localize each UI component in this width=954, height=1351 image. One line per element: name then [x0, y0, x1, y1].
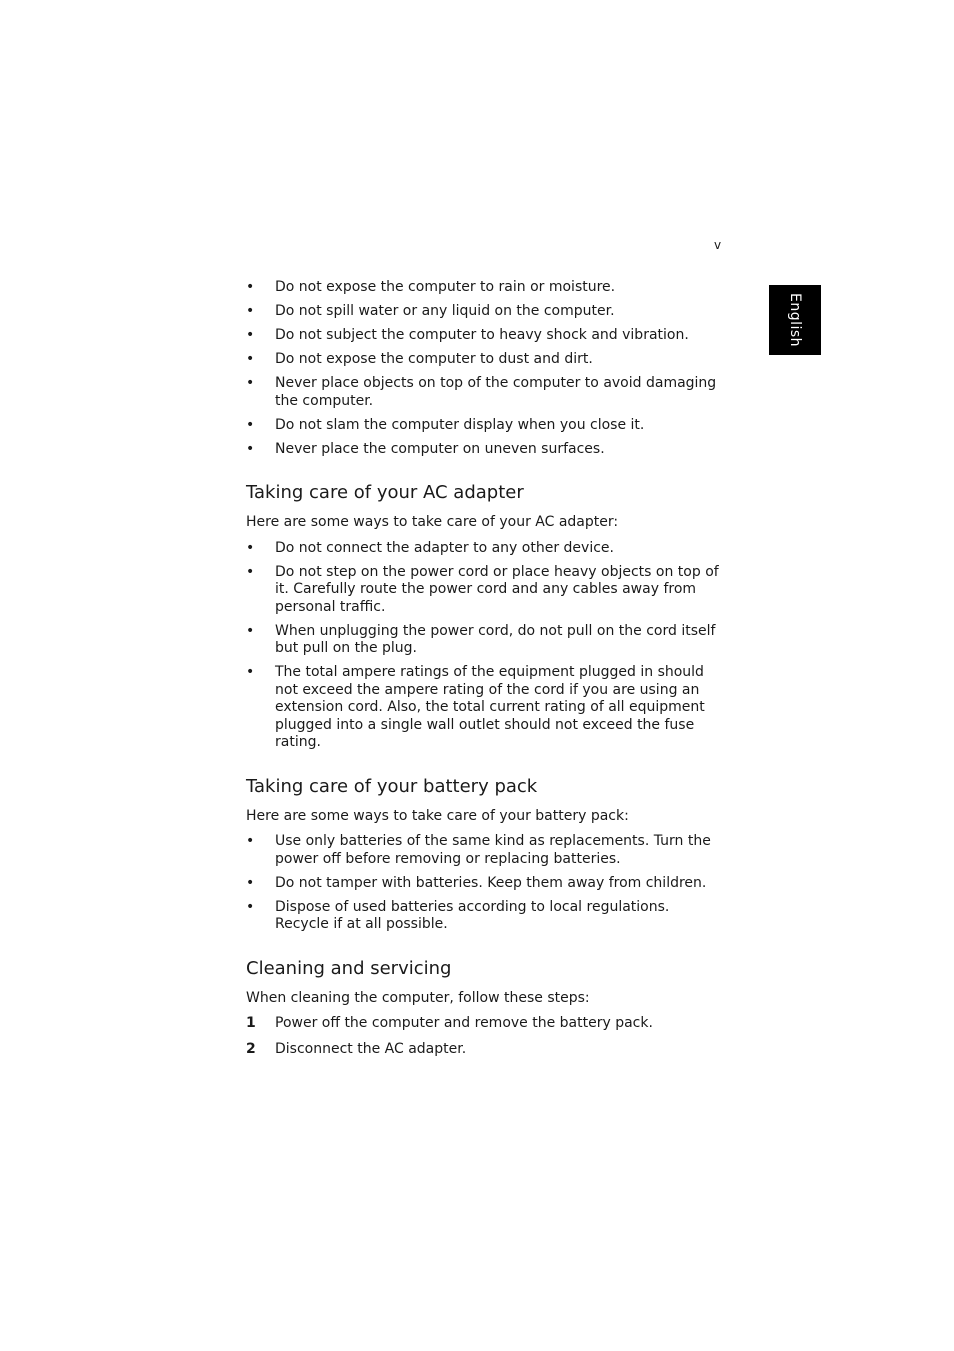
bullet-icon: • — [246, 622, 255, 639]
step-number: 2 — [246, 1041, 256, 1057]
battery-pack-heading: Taking care of your battery pack — [246, 775, 538, 797]
page-content — [246, 279, 726, 1067]
bullet-icon: • — [246, 898, 255, 915]
list-item — [246, 417, 726, 435]
step-number: 1 — [246, 1015, 256, 1031]
language-tab — [769, 285, 821, 355]
step-item — [246, 1041, 726, 1059]
bullet-icon: • — [246, 375, 255, 391]
list-item — [246, 303, 726, 321]
list-item — [246, 375, 726, 410]
list-item-text: Do not connect the adapter to any other device. — [275, 539, 614, 556]
list-item — [246, 441, 726, 459]
bullet-icon: • — [246, 303, 255, 319]
list-item-text: Do not step on the power cord or place heavy objects on top of it. Carefully route the power cord and any cables away from personal traffic. — [275, 563, 719, 615]
list-item — [246, 875, 726, 893]
battery-pack-intro: Here are some ways to take care of your battery pack: — [246, 807, 629, 824]
list-item — [246, 564, 726, 617]
battery-pack-list — [246, 833, 726, 934]
bullet-icon: • — [246, 874, 255, 891]
list-item-text: Do not slam the computer display when you close it. — [275, 416, 645, 433]
step-text: Power off the computer and remove the battery pack. — [275, 1015, 653, 1031]
ac-adapter-heading: Taking care of your AC adapter — [246, 482, 524, 503]
bullet-icon: • — [246, 833, 255, 849]
list-item-text: Do not expose the computer to dust and dirt. — [275, 351, 593, 367]
bullet-icon: • — [246, 279, 255, 295]
list-item-text: Do not subject the computer to heavy shock and vibration. — [275, 327, 689, 343]
cleaning-intro: When cleaning the computer, follow these steps: — [246, 989, 590, 1006]
bullet-icon: • — [246, 563, 255, 580]
bullet-icon: • — [246, 327, 255, 343]
bullet-icon: • — [246, 351, 255, 367]
language-tab-label: English — [787, 292, 803, 348]
list-item — [246, 351, 726, 369]
step-item — [246, 1015, 726, 1033]
list-item-text: Use only batteries of the same kind as replacements. Turn the power off before removing or replacing batteries. — [275, 833, 711, 867]
list-item-text: Never place objects on top of the computer to avoid damaging the computer. — [275, 375, 717, 409]
list-item-text: The total ampere ratings of the equipment plugged in should not exceed the ampere rating of the cord if you are using an extension cord. Also, the total current rating of all equipment plugged into a single wall outlet should not exceed the fuse rating. — [275, 664, 705, 750]
list-item — [246, 833, 726, 868]
list-item-text: Dispose of used batteries according to local regulations. Recycle if at all possible. — [275, 898, 670, 932]
page-number: v — [714, 238, 722, 252]
general-care-list — [246, 279, 726, 458]
bullet-icon: • — [246, 539, 255, 556]
step-text: Disconnect the AC adapter. — [275, 1041, 467, 1057]
list-item — [246, 279, 726, 297]
list-item-text: Do not spill water or any liquid on the computer. — [275, 303, 615, 319]
list-item — [246, 623, 726, 658]
list-item-text: Never place the computer on uneven surfaces. — [275, 440, 605, 457]
list-item — [246, 540, 726, 558]
list-item — [246, 664, 726, 752]
list-item-text: Do not expose the computer to rain or moisture. — [275, 279, 616, 295]
cleaning-steps-list — [246, 1015, 726, 1059]
bullet-icon: • — [246, 440, 255, 457]
list-item-text: When unplugging the power cord, do not pull on the cord itself but pull on the plug. — [275, 622, 716, 656]
ac-adapter-list — [246, 540, 726, 752]
ac-adapter-intro: Here are some ways to take care of your AC adapter: — [246, 514, 619, 530]
cleaning-heading: Cleaning and servicing — [246, 957, 452, 979]
list-item — [246, 899, 726, 934]
list-item — [246, 327, 726, 345]
list-item-text: Do not tamper with batteries. Keep them away from children. — [275, 874, 707, 891]
bullet-icon: • — [246, 416, 255, 433]
bullet-icon: • — [246, 664, 255, 680]
